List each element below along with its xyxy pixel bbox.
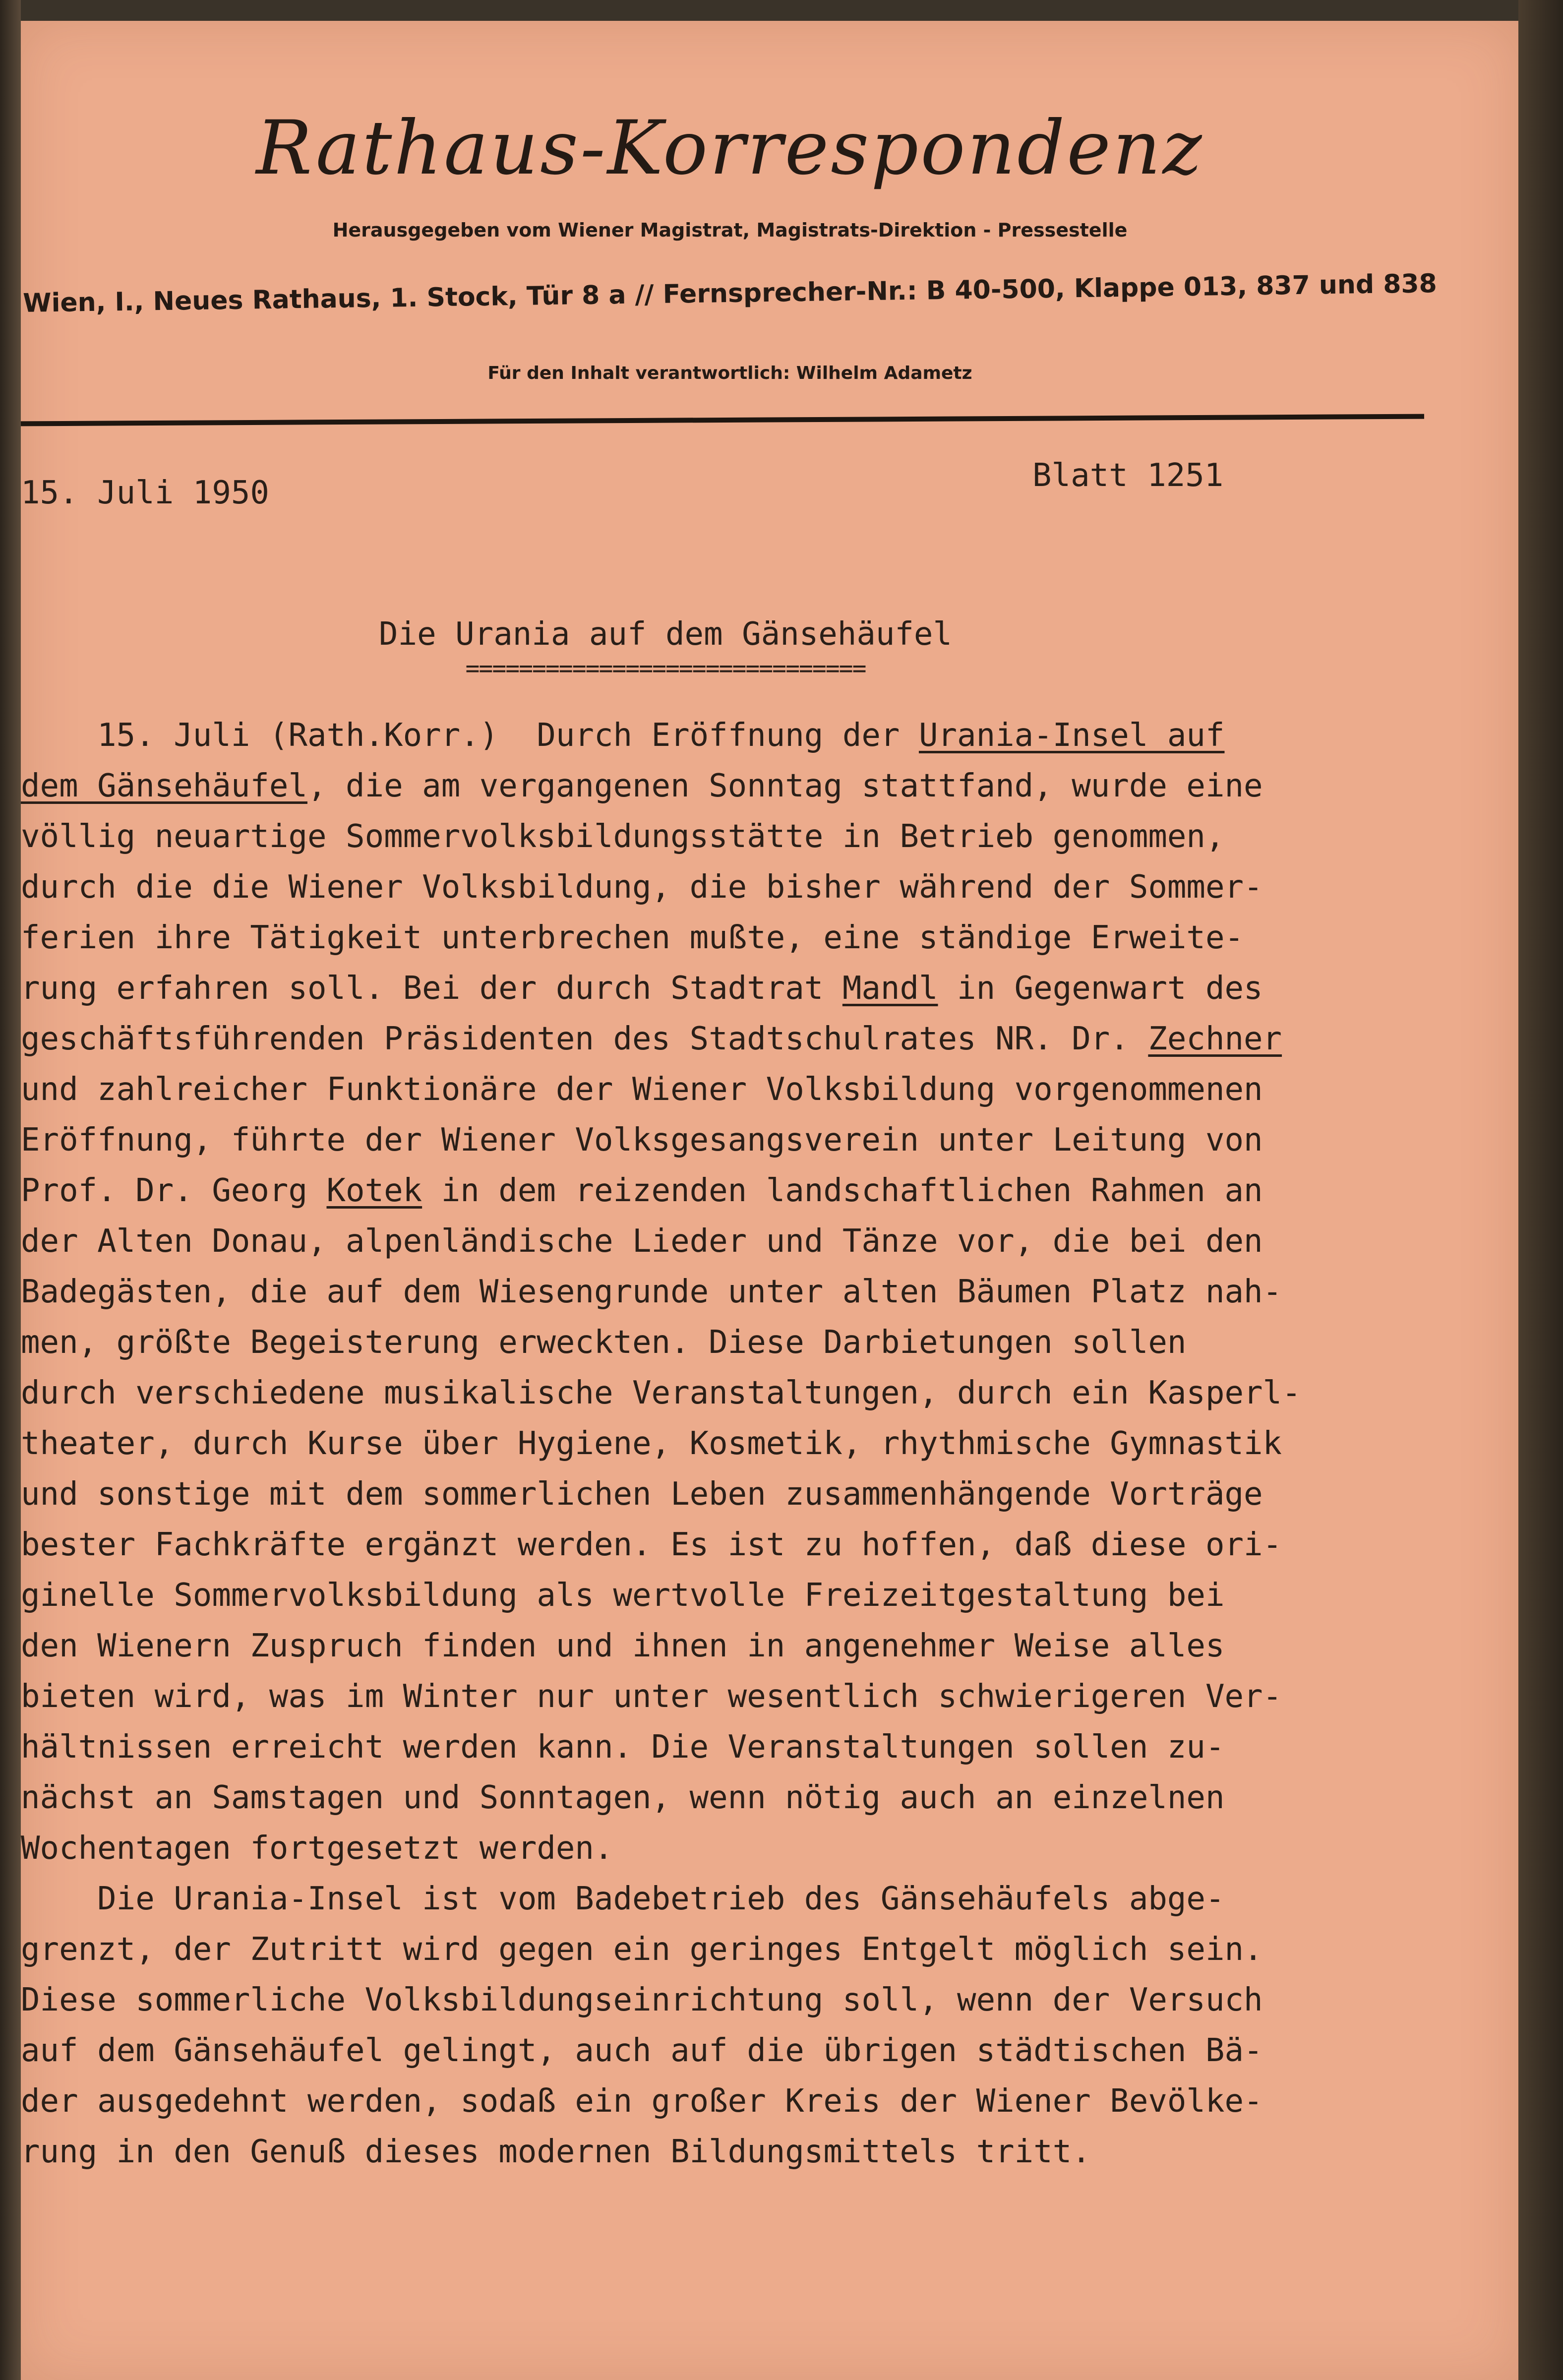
body-text: hältnissen erreicht werden kann. Die Veranstaltungen sollen zu-	[21, 1729, 1225, 1766]
body-line	[21, 2076, 1301, 2127]
body-line	[21, 1014, 1301, 1064]
body-line	[21, 913, 1301, 963]
binding-spine	[0, 0, 21, 2380]
masthead-address: Wien, I., Neues Rathaus, 1. Stock, Tür 8 a // Fernsprecher-Nr.: B 40-500, Klappe 013, 837 und 838	[22, 269, 1438, 318]
body-text: ferien ihre Tätigkeit unterbrechen mußte, eine ständige Erweite-	[21, 919, 1244, 956]
body-line	[21, 1924, 1301, 1975]
body-text: Eröffnung, führte der Wiener Volksgesangsverein unter Leitung von	[21, 1122, 1263, 1159]
body-text: auf dem Gänsehäufel gelingt, auch auf die übrigen städtischen Bä-	[21, 2032, 1263, 2069]
body-text: ginelle Sommervolksbildung als wertvolle Freizeitgestaltung bei	[21, 1577, 1225, 1614]
body-text: Wochentagen fortgesetzt werden.	[21, 1830, 613, 1867]
body-line	[21, 710, 1301, 761]
body-line	[21, 1165, 1301, 1216]
body-line	[21, 2127, 1301, 2177]
body-text: 15. Juli (Rath.Korr.) Durch Eröffnung der	[21, 717, 919, 754]
body-text: der Alten Donau, alpenländische Lieder und Tänze vor, die bei den	[21, 1223, 1263, 1260]
masthead-title: Rathaus-Korrespondenz	[256, 105, 1204, 191]
page-edge	[1518, 0, 1563, 2380]
body-text: bester Fachkräfte ergänzt werden. Es ist zu hoffen, daß diese ori-	[21, 1526, 1282, 1563]
body-line	[21, 1418, 1301, 1469]
body-text: rung in den Genuß dieses modernen Bildungsmittels tritt.	[21, 2134, 1091, 2170]
headline-underline: ==============================	[465, 655, 866, 682]
body-text: durch die die Wiener Volksbildung, die bisher während der Sommer-	[21, 869, 1263, 906]
body-text: men, größte Begeisterung erweckten. Diese Darbietungen sollen	[21, 1324, 1187, 1361]
body-line	[21, 1975, 1301, 2025]
body-line	[21, 862, 1301, 913]
body-text: Badegästen, die auf dem Wiesengrunde unter alten Bäumen Platz nah-	[21, 1274, 1282, 1310]
body-text: völlig neuartige Sommervolksbildungsstätte in Betrieb genommen,	[21, 818, 1225, 855]
body-line	[21, 761, 1301, 811]
body-line	[21, 1368, 1301, 1418]
body-text: in dem reizenden landschaftlichen Rahmen an	[422, 1172, 1263, 1209]
body-text: geschäftsführenden Präsidenten des Stadtschulrates NR. Dr.	[21, 1021, 1148, 1057]
body-text: und zahlreicher Funktionäre der Wiener Volksbildung vorgenommenen	[21, 1071, 1263, 1108]
body-text: Diese sommerliche Volksbildungseinrichtung soll, wenn der Versuch	[21, 1982, 1263, 2018]
body-text: , die am vergangenen Sonntag stattfand, wurde eine	[307, 768, 1263, 804]
body-text: Prof. Dr. Georg	[21, 1172, 327, 1209]
article-headline: Die Urania auf dem Gänsehäufel	[379, 616, 952, 653]
body-line	[21, 1772, 1301, 1823]
document-date: 15. Juli 1950	[21, 475, 269, 511]
body-text: theater, durch Kurse über Hygiene, Kosmetik, rhythmische Gymnastik	[21, 1425, 1282, 1462]
article-body	[21, 710, 1301, 2177]
body-line	[21, 1317, 1301, 1368]
body-text: den Wienern Zuspruch finden und ihnen in angenehmer Weise alles	[21, 1628, 1225, 1664]
body-line	[21, 963, 1301, 1014]
masthead-rule	[21, 414, 1424, 427]
body-text: und sonstige mit dem sommerlichen Leben zusammenhängende Vorträge	[21, 1476, 1263, 1513]
body-text: Die Urania-Insel ist vom Badebetrieb des Gänsehäufels abge-	[21, 1881, 1225, 1917]
body-line	[21, 1520, 1301, 1570]
body-line	[21, 1064, 1301, 1115]
masthead-publisher: Herausgegeben vom Wiener Magistrat, Magistrats-Direktion - Pressestelle	[332, 219, 1128, 241]
body-line	[21, 1216, 1301, 1267]
body-line	[21, 1874, 1301, 1924]
underlined-name: Mandl	[842, 970, 938, 1007]
underlined-name: Urania-Insel auf	[918, 717, 1225, 754]
body-line	[21, 1115, 1301, 1165]
underlined-name: Zechner	[1148, 1021, 1282, 1057]
body-text: in Gegenwart des	[938, 970, 1263, 1007]
document-page	[21, 21, 1518, 2380]
body-text: rung erfahren soll. Bei der durch Stadtrat	[21, 970, 842, 1007]
body-line	[21, 1823, 1301, 1874]
body-text: bieten wird, was im Winter nur unter wesentlich schwierigeren Ver-	[21, 1678, 1282, 1715]
body-text: durch verschiedene musikalische Veranstaltungen, durch ein Kasperl-	[21, 1375, 1301, 1411]
underlined-name: dem Gänsehäufel	[21, 768, 307, 804]
body-line	[21, 1570, 1301, 1621]
underlined-name: Kotek	[326, 1172, 422, 1209]
body-line	[21, 2025, 1301, 2076]
masthead-responsible: Für den Inhalt verantwortlich: Wilhelm Adametz	[487, 363, 972, 383]
body-line	[21, 811, 1301, 862]
body-text: grenzt, der Zutritt wird gegen ein geringes Entgelt möglich sein.	[21, 1931, 1263, 1968]
body-line	[21, 1722, 1301, 1772]
body-text: der ausgedehnt werden, sodaß ein großer Kreis der Wiener Bevölke-	[21, 2083, 1263, 2120]
body-line	[21, 1469, 1301, 1520]
body-text: nächst an Samstagen und Sonntagen, wenn nötig auch an einzelnen	[21, 1779, 1225, 1816]
body-line	[21, 1621, 1301, 1671]
body-line	[21, 1671, 1301, 1722]
body-line	[21, 1267, 1301, 1317]
sheet-number: Blatt 1251	[1032, 457, 1224, 494]
